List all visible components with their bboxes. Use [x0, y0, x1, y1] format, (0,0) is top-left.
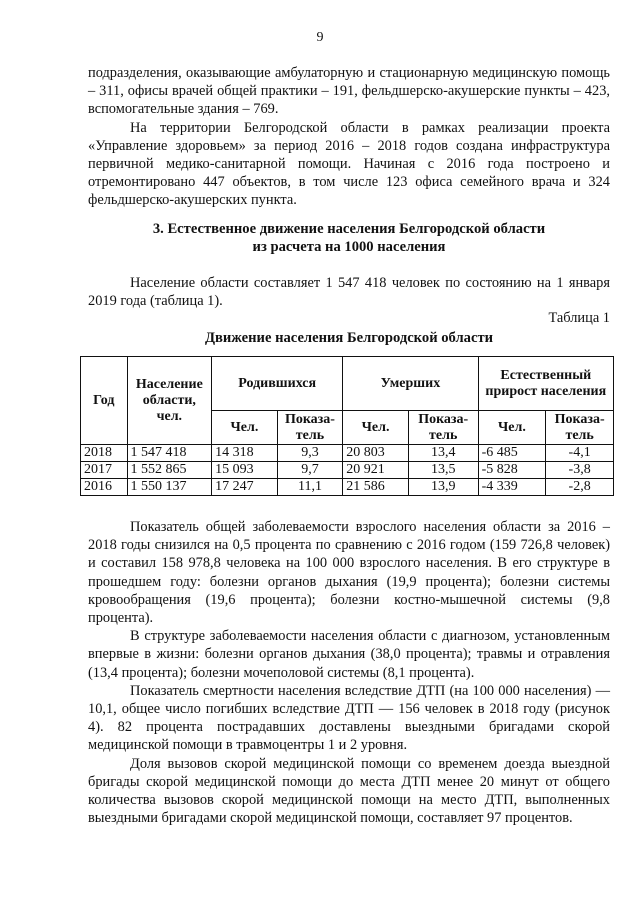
table-row	[81, 479, 614, 496]
cell-born-indicator: 9,3	[277, 445, 343, 462]
page-number: 9	[316, 30, 324, 45]
header-born-people: Чел.	[212, 411, 278, 445]
header-population: Население области, чел.	[127, 357, 212, 445]
intro-text	[88, 64, 610, 210]
table-row	[81, 445, 614, 462]
cell-growth-indicator: -3,8	[546, 462, 614, 479]
cell-born-people: 15 093	[212, 462, 278, 479]
header-natural-growth: Естественный прирост населения	[478, 357, 613, 411]
cell-year: 2018	[81, 445, 128, 462]
cell-died-indicator: 13,9	[408, 479, 478, 496]
section-heading-line-2: из расчета на 1000 населения	[252, 239, 446, 255]
header-year: Год	[81, 357, 128, 445]
body-paragraph-1: Показатель общей заболеваемости взрослого населения области за 2016 – 2018 годы снизился на 0,5 процента по сравнению с 2016 годом (159 726,8 человек) и составил 158 978,8 человека на 100 000 взрослого населения. В его структуре в прошедшем году: болезни органов дыхания (19,9 процента); болезни системы кровообращения (19,6 процента); болезни костно-мышечной системы (9,8 процента).	[88, 519, 610, 627]
cell-died-people: 21 586	[343, 479, 409, 496]
cell-born-indicator: 11,1	[277, 479, 343, 496]
cell-died-indicator: 13,4	[408, 445, 478, 462]
cell-population: 1 552 865	[127, 462, 212, 479]
cell-born-indicator: 9,7	[277, 462, 343, 479]
body-paragraph-2: В структуре заболеваемости населения области с диагнозом, установленным впервые в жизни: болезни органов дыхания (38,0 процента); травмы и отравления (13,4 процента); болезни мочеполовой системы (8,1 процента).	[88, 628, 610, 681]
body-text	[88, 518, 610, 827]
cell-year: 2016	[81, 479, 128, 496]
cell-died-people: 20 921	[343, 462, 409, 479]
cell-born-people: 17 247	[212, 479, 278, 496]
population-paragraph: Население области составляет 1 547 418 человек по состоянию на 1 января 2019 года (таблица 1).	[88, 275, 610, 310]
intro-paragraph-1: подразделения, оказывающие амбулаторную и стационарную медицинскую помощь – 311, офисы врачей общей практики – 191, фельдшерско-акушерские пункты – 423, вспомогательные здания – 769.	[88, 65, 610, 118]
header-growth-people: Чел.	[478, 411, 546, 445]
cell-population: 1 547 418	[127, 445, 212, 462]
table-label: Таблица 1	[548, 310, 610, 326]
table-row	[81, 462, 614, 479]
header-born: Родившихся	[212, 357, 343, 411]
header-died-indicator: Показа-тель	[408, 411, 478, 445]
body-paragraph-3: Показатель смертности населения вследствие ДТП (на 100 000 населения) — 10,1, общее число погибших вследствие ДТП — 156 человек в 2018 году (рисунок 4). 82 процента пострадавших доставлены выездными бригадами скорой медицинской помощи в травмоцентры 1 и 2 уровня.	[88, 682, 610, 754]
cell-population: 1 550 137	[127, 479, 212, 496]
intro-paragraph-2: На территории Белгородской области в рамках реализации проекта «Управление здоровьем» за период 2016 – 2018 годов создана инфраструктура первичной медико-санитарной помощи. Начиная с 2016 года построено и отремонтировано 447 объектов, в том числе 123 офиса семейного врача и 324 фельдшерско-акушерских пункта.	[88, 119, 610, 209]
table-title: Движение населения Белгородской области	[204, 330, 494, 346]
population-table	[80, 356, 614, 496]
cell-died-people: 20 803	[343, 445, 409, 462]
header-born-indicator: Показа-тель	[277, 411, 343, 445]
cell-growth-indicator: -2,8	[546, 479, 614, 496]
cell-growth-people: -4 339	[478, 479, 546, 496]
header-died: Умерших	[343, 357, 478, 411]
body-paragraph-4: Доля вызовов скорой медицинской помощи со временем доезда выездной бригады скорой медицинской помощи до места ДТП менее 20 минут от общего количества вызовов скорой медицинской помощи на место ДТП, выполненных выездными бригадами скорой медицинской помощи, составляет 97 процентов.	[88, 755, 610, 827]
cell-growth-people: -6 485	[478, 445, 546, 462]
header-growth-indicator: Показа-тель	[546, 411, 614, 445]
cell-born-people: 14 318	[212, 445, 278, 462]
cell-died-indicator: 13,5	[408, 462, 478, 479]
cell-growth-indicator: -4,1	[546, 445, 614, 462]
cell-growth-people: -5 828	[478, 462, 546, 479]
section-heading-line-1: 3. Естественное движение населения Белгородской области	[152, 221, 546, 237]
cell-year: 2017	[81, 462, 128, 479]
section-heading	[88, 220, 610, 256]
header-died-people: Чел.	[343, 411, 409, 445]
